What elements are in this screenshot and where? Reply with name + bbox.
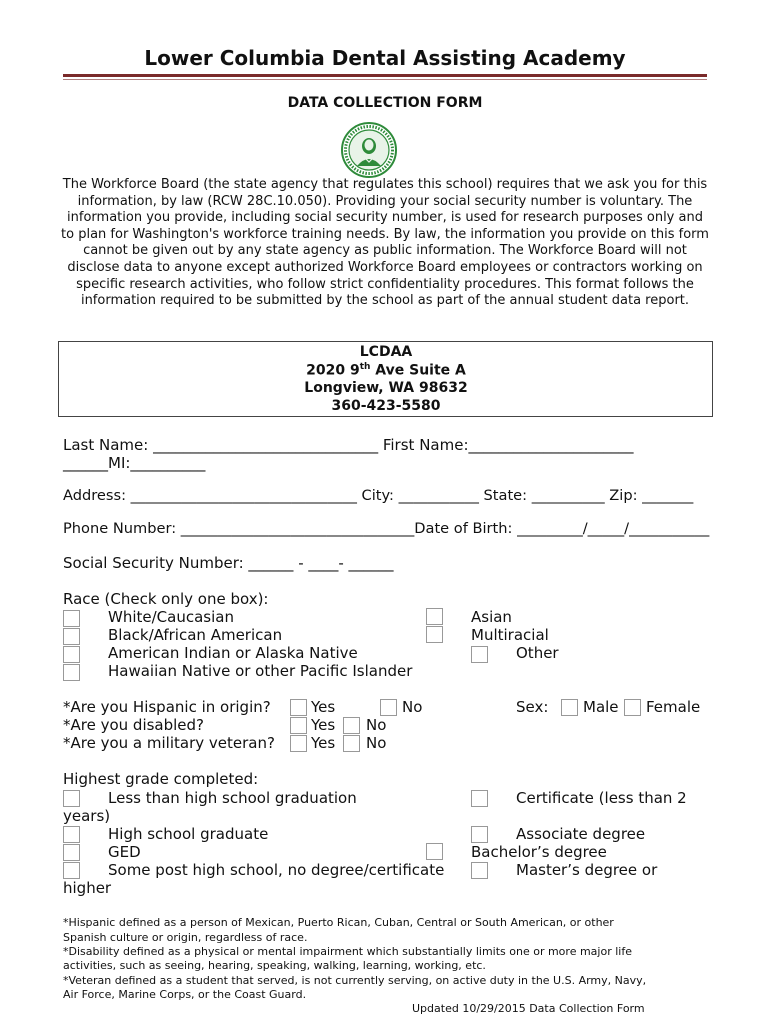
race-hawaiian-checkbox[interactable]	[63, 664, 80, 681]
footnote-hispanic-1: *Hispanic defined as a person of Mexican, Puerto Rican, Cuban, Central or South American, or other	[63, 916, 614, 929]
race-black-checkbox[interactable]	[63, 628, 80, 645]
intro-paragraph: The Workforce Board (the state agency that regulates this school) requires that we ask you for this information, by law (RCW 28C.10.050). Providing your social security number is voluntary. The information you provide, including social security number, is used for research purposes only and to plan for Washington's workforce training needs. By law, the information you provide on this form cannot be given out by any state agency as public information. The Workforce Board will not disclose data to anyone except authorized Workforce Board employees or contractors working on specific research activities, who follow strict confidentiality procedures. This format follows the information required to be submitted by the school as part of the annual student data report.	[61, 177, 709, 309]
grade-hs-checkbox[interactable]	[63, 826, 80, 843]
name-field[interactable]: Last Name: ______________________________ First Name:______________________	[63, 436, 634, 454]
mi-field[interactable]: ______MI:__________	[63, 454, 206, 472]
title-rule	[63, 74, 707, 77]
updated-note: Updated 10/29/2015 Data Collection Form	[412, 1002, 645, 1015]
grade-associate-checkbox[interactable]	[471, 826, 488, 843]
veteran-yes-label: Yes	[311, 734, 336, 752]
race-black-label: Black/African American	[108, 626, 283, 644]
hispanic-yes-checkbox[interactable]	[290, 699, 307, 716]
grade-certificate-years: years)	[63, 807, 111, 825]
disabled-no-label: No	[366, 716, 387, 734]
footnote-disability-2: activities, such as seeing, hearing, speaking, walking, learning, working, etc.	[63, 959, 486, 972]
disabled-yes-checkbox[interactable]	[290, 717, 307, 734]
school-name: LCDAA	[359, 344, 413, 360]
race-native-label: American Indian or Alaska Native	[108, 644, 358, 662]
grade-bachelor-label: Bachelor’s degree	[471, 843, 607, 861]
race-hawaiian-label: Hawaiian Native or other Pacific Islander	[108, 662, 413, 680]
grade-hs-label: High school graduate	[108, 825, 269, 843]
grade-heading: Highest grade completed:	[63, 770, 259, 788]
footnote-veteran-2: Air Force, Marine Corps, or the Coast Guard.	[63, 988, 307, 1001]
grade-ged-checkbox[interactable]	[63, 844, 80, 861]
disabled-yes-label: Yes	[311, 716, 336, 734]
hispanic-question: *Are you Hispanic in origin?	[63, 698, 271, 716]
race-other-label: Other	[516, 644, 559, 662]
address-field[interactable]: Address: _______________________________ City: ___________ State: __________ Zip: _______	[63, 487, 694, 504]
race-white-checkbox[interactable]	[63, 610, 80, 627]
disabled-question: *Are you disabled?	[63, 716, 205, 734]
hispanic-yes-label: Yes	[311, 698, 336, 716]
sex-female-label: Female	[646, 698, 701, 716]
race-asian-label: Asian	[471, 608, 512, 626]
grade-associate-label: Associate degree	[516, 825, 646, 843]
veteran-no-checkbox[interactable]	[343, 735, 360, 752]
footnote-hispanic-2: Spanish culture or origin, regardless of race.	[63, 931, 308, 944]
race-white-label: White/Caucasian	[108, 608, 234, 626]
school-address: 2020 9th Ave Suite A	[306, 362, 466, 379]
sex-male-checkbox[interactable]	[561, 699, 578, 716]
grade-bachelor-checkbox[interactable]	[426, 843, 443, 860]
grade-master-higher: higher	[63, 879, 112, 897]
sex-label: Sex:	[516, 698, 549, 716]
race-asian-checkbox[interactable]	[426, 608, 443, 625]
sex-female-checkbox[interactable]	[624, 699, 641, 716]
footnote-disability-1: *Disability defined as a physical or mental impairment which substantially limits one or more major life	[63, 945, 632, 958]
grade-some-post-checkbox[interactable]	[63, 862, 80, 879]
race-heading: Race (Check only one box):	[63, 590, 269, 608]
phone-dob-field[interactable]: Phone Number: ________________________________Date of Birth: _________/_____/___________	[63, 520, 710, 537]
page-title: Lower Columbia Dental Assisting Academy	[144, 46, 626, 70]
grade-master-label: Master’s degree or	[516, 861, 658, 879]
disabled-no-checkbox[interactable]	[343, 717, 360, 734]
hispanic-no-label: No	[402, 698, 423, 716]
grade-less-hs-checkbox[interactable]	[63, 790, 80, 807]
state-seal-icon	[333, 122, 405, 178]
sex-male-label: Male	[583, 698, 619, 716]
grade-some-post-label: Some post high school, no degree/certificate	[108, 861, 445, 879]
race-other-checkbox[interactable]	[471, 646, 488, 663]
ssn-field[interactable]: Social Security Number: ______ - ____- ______	[63, 554, 394, 572]
grade-certificate-label: Certificate (less than 2	[516, 789, 687, 807]
race-native-checkbox[interactable]	[63, 646, 80, 663]
title-rule-thin	[63, 79, 707, 80]
school-city: Longview, WA 98632	[304, 380, 468, 396]
veteran-no-label: No	[366, 734, 387, 752]
race-multiracial-checkbox[interactable]	[426, 626, 443, 643]
veteran-yes-checkbox[interactable]	[290, 735, 307, 752]
form-title: DATA COLLECTION FORM	[287, 95, 483, 111]
grade-master-checkbox[interactable]	[471, 862, 488, 879]
grade-less-hs-label: Less than high school graduation	[108, 789, 357, 807]
grade-certificate-checkbox[interactable]	[471, 790, 488, 807]
school-phone: 360-423-5580	[331, 398, 441, 414]
grade-ged-label: GED	[108, 843, 141, 861]
hispanic-no-checkbox[interactable]	[380, 699, 397, 716]
veteran-question: *Are you a military veteran?	[63, 734, 275, 752]
race-multiracial-label: Multiracial	[471, 626, 549, 644]
footnote-veteran-1: *Veteran defined as a student that served, is not currently serving, on active duty in the U.S. Army, Navy,	[63, 974, 647, 987]
